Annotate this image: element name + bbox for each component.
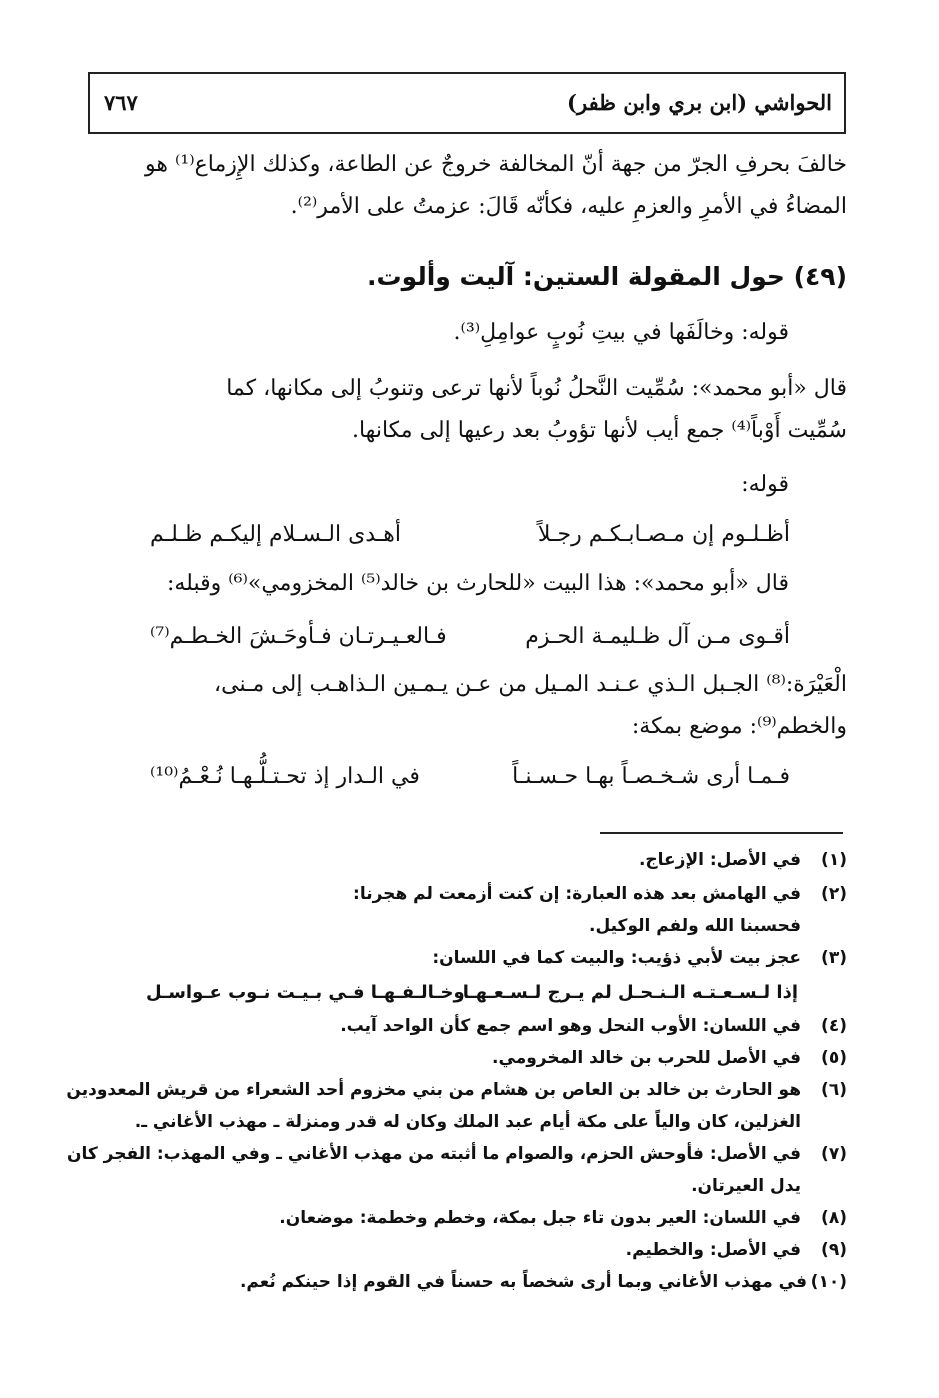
footnote-3-verse	[146, 982, 798, 1010]
footnote-text: في الأصل للحرب بن خالد المخرومي.	[492, 1048, 801, 1068]
footnote-6-continuation	[87, 1112, 847, 1138]
paragraph-3-line-1: الْعَيْرَة:⁽⁸⁾ الجـبل الـذي عـنـد المـيل من عـن يـمـين الـذاهـب إلى مـنى،	[214, 672, 847, 697]
footnote-text: هو الحارث بن خالد بن العاص بن هشام من بني مخزوم أحد الشعراء من قريش المعدودين	[66, 1080, 801, 1100]
section-heading: (٤٩) حول المقولة الستين: آليت وألوت.	[367, 262, 847, 291]
footnote-text: يدل العيرتان.	[691, 1176, 801, 1196]
footnote-9	[87, 1240, 847, 1266]
quote-line-2: قوله:	[741, 472, 789, 497]
footnote-text: عجز بيت لأبي ذؤيب: والبيت كما في اللسان:	[432, 948, 801, 968]
paragraph-2: قال «أبو محمد»: هذا البيت «للحارث بن خالد⁽⁵⁾ المخزومي»⁽⁶⁾ وقبله:	[166, 571, 789, 596]
footnote-separator	[600, 832, 843, 834]
body-line-1: خالفَ بحرفِ الجرّ من جهة أنّ المخالفة خروجٌ عن الطاعة، وكذلك الإِزماع⁽¹⁾ هو	[145, 152, 847, 177]
footnote-8	[87, 1208, 847, 1234]
footnote-number: (٩)	[821, 1240, 847, 1260]
paragraph-1-line-2: سُمِّيت أَوْباً⁽⁴⁾ جمع أيب لأنها تؤوبُ بعد رعيها إلى مكانها.	[351, 418, 847, 443]
footnote-number: (١٠)	[810, 1272, 847, 1292]
running-header	[88, 72, 846, 134]
footnote-number: (١)	[821, 850, 847, 870]
verse-1-second-hemistich: أهـدى الـسـلام إليكـم ظـلـم	[150, 522, 402, 547]
verse-1	[150, 522, 790, 558]
footnote-text: في الهامش بعد هذه العبارة: إن كنت أزمعت لم هجرنا:	[353, 884, 801, 904]
quote-line-1: قوله: وخالَفَها في بيتِ نُوبٍ عوامِلِ⁽³⁾.	[453, 320, 789, 345]
footnote-text: الغزلين، كان والياً على مكة أيام عبد الملك وكان له قدر ومنزلة ـ مهذب الأغاني ـ.	[134, 1112, 801, 1132]
footnote-number: (٤)	[821, 1016, 847, 1036]
footnote-2	[147, 884, 847, 910]
footnote-number: (٥)	[821, 1048, 847, 1068]
footnote-verse-second-hemistich: وخـالـفـهـا فـي بـيـت نـوب عـواسـل	[146, 982, 465, 1003]
footnote-text: في الأصل: فأوحش الحزم، والصوام ما أثبته من مهذب الأغاني ـ وفي المهذب: الفجر كان	[66, 1144, 801, 1164]
page-number: ٧٦٧	[104, 90, 138, 115]
footnote-7-continuation	[87, 1176, 847, 1202]
footnote-4	[147, 1016, 847, 1042]
footnote-6	[66, 1080, 847, 1106]
footnote-1	[147, 850, 847, 876]
footnote-text: في اللسان: العير بدون تاء جبل بمكة، وخطم وخطمة: موضعان.	[279, 1208, 801, 1228]
footnote-text: في الأصل: الإزعاج.	[638, 850, 801, 870]
footnote-number: (٣)	[821, 948, 847, 968]
verse-3	[150, 764, 790, 800]
footnote-5	[147, 1048, 847, 1074]
header-title: الحواشي (ابن بري وابن ظفر)	[567, 90, 832, 115]
verse-3-first-hemistich: فـمـا أرى شـخـصـاً بهـا حـسـنـاً	[512, 764, 790, 789]
verse-3-second-hemistich: في الـدار إذ تحـتـلُّـهـا نُـعْـمُ⁽¹⁰⁾	[150, 764, 420, 789]
verse-1-first-hemistich: أظـلـوم إن مـصـابـكـم رجـلاً	[537, 522, 790, 547]
footnote-number: (٧)	[821, 1144, 847, 1164]
footnote-verse-first-hemistich: إذا لـسـعـتـه الـنـحـل لم يـرج لـسـعـهـا	[462, 982, 798, 1003]
footnote-text: فحسبنا الله ولفم الوكيل.	[588, 916, 801, 936]
paragraph-1-line-1: قال «أبو محمد»: سُمِّيت النَّحلُ نُوباً لأنها ترعى وتنوبُ إلى مكانها، كما	[226, 376, 847, 401]
verse-2	[150, 624, 790, 660]
body-line-2: المضاءُ في الأمرِ والعزمِ عليه، فكأنّه قَالَ: عزمتُ على الأمر⁽²⁾.	[290, 194, 847, 219]
footnote-2-continuation	[147, 916, 847, 942]
footnote-text: في الأصل: والخطيم.	[625, 1240, 801, 1260]
footnote-7	[66, 1144, 847, 1170]
footnote-number: (٢)	[821, 884, 847, 904]
footnote-10	[87, 1272, 847, 1298]
verse-2-first-hemistich: أقـوى مـن آل ظـليمـة الحـزم	[525, 624, 790, 649]
footnote-3	[147, 948, 847, 974]
footnote-number: (٦)	[821, 1080, 847, 1100]
footnote-number: (٨)	[821, 1208, 847, 1228]
footnote-text: في مهذب الأغاني وبما أرى شخصاً به حسناً في القوم إذا حينكم نُعم.	[239, 1272, 807, 1292]
paragraph-3-line-2: والخطم⁽⁹⁾: موضع بمكة:	[631, 714, 847, 739]
verse-2-second-hemistich: فـالعـيـرتـان فـأوحَـشَ الخـطـم⁽⁷⁾	[150, 624, 447, 649]
footnote-text: في اللسان: الأوب النحل وهو اسم جمع كأن الواحد آيب.	[340, 1016, 801, 1036]
